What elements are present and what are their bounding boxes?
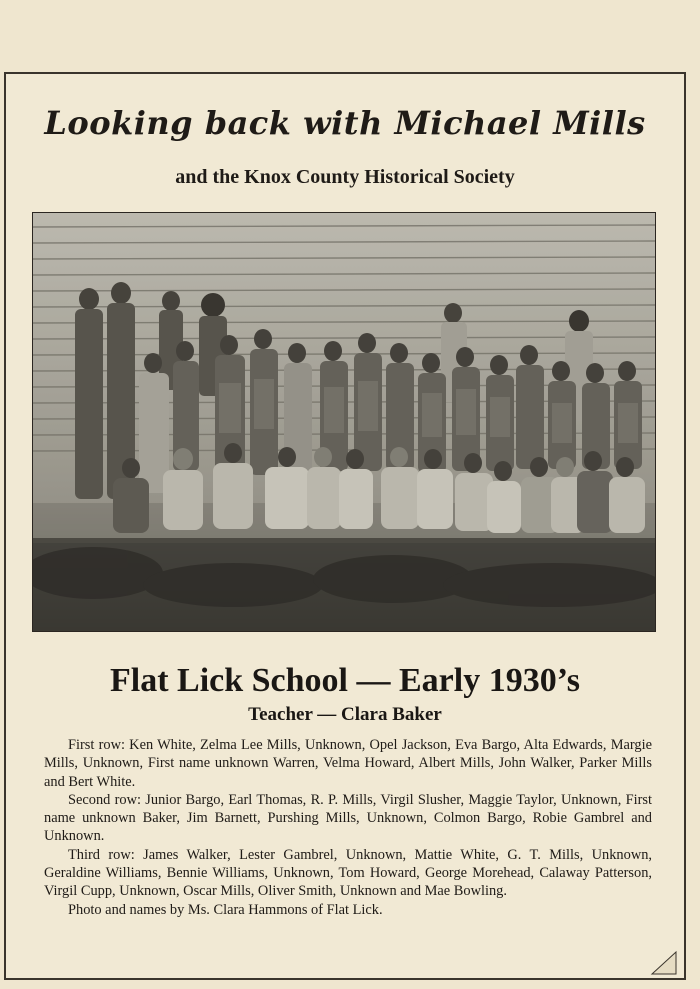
school-group-photo — [32, 212, 656, 632]
caption-third-row: Third row: James Walker, Lester Gambrel, Unknown, Mattie White, G. T. Mills, Unknown, Geraldine Williams, Bennie Williams, Unknown, Tom Howard, George Morehead, Calaway Patterson, Virgil Cupp, Unknown, Oscar Mills, Oliver Smith, Unknown and Mae Bowling. — [44, 846, 652, 900]
column-title: Looking back with Michael Mills — [44, 104, 646, 142]
teacher-line: Teacher — Clara Baker — [248, 704, 442, 725]
photo-illustration — [33, 213, 656, 632]
photo-caption — [44, 736, 652, 919]
article-headline: Flat Lick School — Early 1930’s — [109, 662, 581, 699]
caption-credit: Photo and names by Ms. Clara Hammons of Flat Lick. — [68, 901, 383, 918]
column-subtitle: and the Knox County Historical Society — [175, 166, 515, 188]
caption-second-row: Second row: Junior Bargo, Earl Thomas, R. P. Mills, Virgil Slusher, Maggie Taylor, Unknown, First name unknown Baker, Jim Barnett, Purshing Mills, Unknown, Colmon Bargo, Robie Gambrel and Unknown. — [44, 791, 652, 845]
folded-corner — [650, 950, 678, 976]
newspaper-clipping — [4, 72, 686, 980]
caption-first-row: First row: Ken White, Zelma Lee Mills, Unknown, Opel Jackson, Eva Bargo, Alta Edwards, Margie Mills, Unknown, First name unknown Warren, Velma Howard, Albert Mills, John Walker, Parker Mills and Bert White. — [44, 737, 652, 790]
